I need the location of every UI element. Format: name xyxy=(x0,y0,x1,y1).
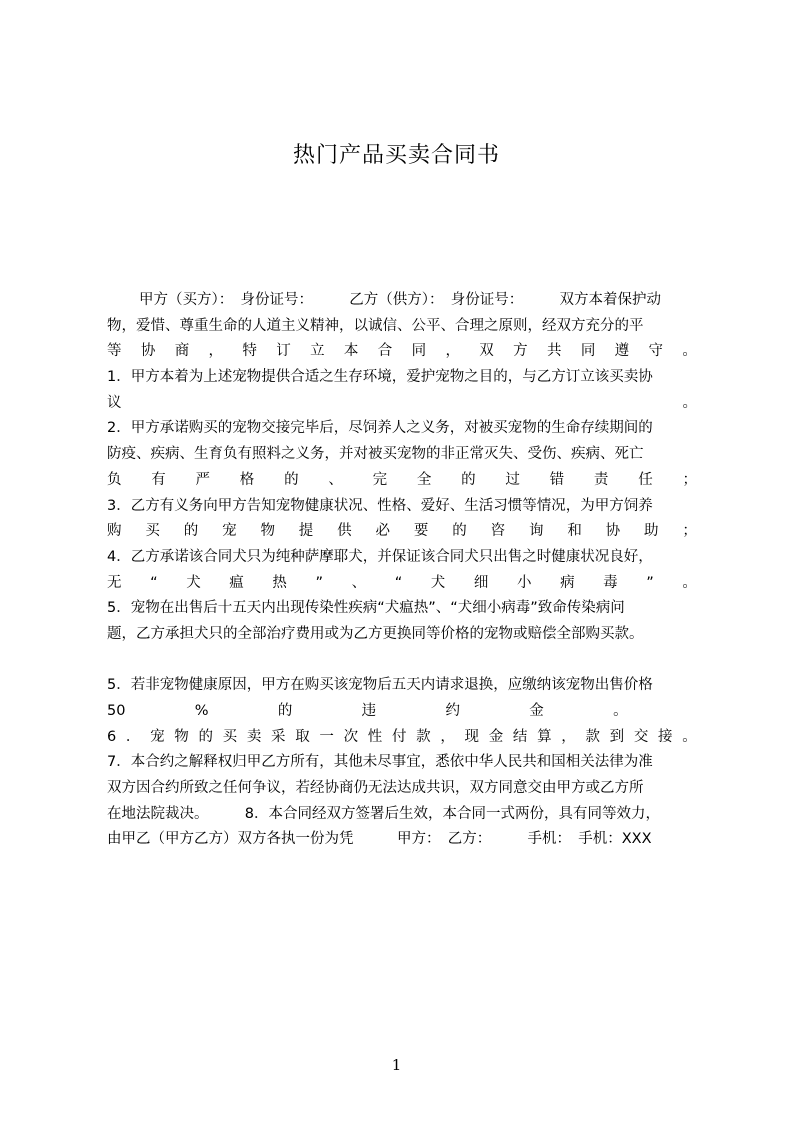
line-token: 热 xyxy=(272,574,287,591)
line-token: 同 xyxy=(411,343,427,360)
line-token: 方 xyxy=(513,343,528,360)
line-token: ， xyxy=(445,343,460,360)
line-token: 责 xyxy=(593,471,609,488)
line-token: % xyxy=(194,703,209,719)
line-21: 由甲乙（甲方乙方）双方各执一份为凭 甲方： 乙方： 手机： 手机：XXX xyxy=(107,831,652,848)
contract-body xyxy=(107,288,697,853)
line-token: 议 xyxy=(107,394,122,411)
line-token: 金 xyxy=(529,703,544,719)
line-10 xyxy=(107,519,697,545)
line-1: 甲方（买方）： 身份证号： 乙方（供方）： 身份证号： 双方本着保护动 xyxy=(139,292,661,308)
line-token: 双 xyxy=(479,343,494,360)
line-token: 交 xyxy=(633,728,649,745)
line-token: 合 xyxy=(377,343,393,360)
line-token: 买 xyxy=(222,728,238,745)
line-token: 询 xyxy=(528,523,544,540)
line-token: ． xyxy=(125,728,141,745)
line-6: 2．甲方承诺购买的宠物交接完毕后，尽饲养人之义务，对被买宠物的生命存续期间的 xyxy=(107,420,653,437)
line-token: 全 xyxy=(416,471,432,488)
line-token: 物 xyxy=(260,523,275,540)
blank-line xyxy=(107,648,697,674)
line-token: 宠 xyxy=(150,728,165,745)
line-token: 。 xyxy=(613,703,628,719)
line-19: 双方因合约所致之任何争议，若经协商仍无法达成共识，双方同意交由甲方或乙方所 xyxy=(107,780,644,797)
line-token: 现 xyxy=(464,728,480,745)
line-4: 1．甲方本着为上述宠物提供合适之生存环境，爱护宠物之目的，与乙方订立该买卖协 xyxy=(107,369,653,386)
line-token: 款 xyxy=(585,728,600,745)
line-token: 过 xyxy=(505,471,520,488)
line-15: 5．若非宠物健康原因，甲方在购买该宠物后五天内请求退换，应缴纳该宠物出售价格 xyxy=(107,677,653,694)
line-token: ” xyxy=(646,574,654,591)
line-5 xyxy=(107,391,697,417)
line-token: 一 xyxy=(319,728,334,745)
line-7: 防疫、疾病、生育负有照料之义务，并对被买宠物的非正常灭失、受伤、疾病、死亡 xyxy=(107,446,644,463)
line-token: 协 xyxy=(140,343,156,360)
line-token: 的 xyxy=(284,471,299,488)
line-token: ， xyxy=(208,343,224,360)
line-token: “ xyxy=(150,574,158,591)
line-token: 订 xyxy=(276,343,291,360)
line-9: 3．乙方有义务向甲方告知宠物健康状况、性格、爱好、生活习惯等情况，为甲方饲养 xyxy=(107,497,653,514)
line-token: 买 xyxy=(145,523,160,540)
line-token: 取 xyxy=(295,728,310,745)
line-token: ； xyxy=(682,471,697,488)
line-token: ， xyxy=(440,728,455,745)
line-token: 严 xyxy=(195,471,211,488)
line-token: 错 xyxy=(549,471,565,488)
line-token: 款 xyxy=(416,728,431,745)
line-token: ， xyxy=(561,728,576,745)
line-token: 负 xyxy=(107,471,122,488)
line-token: 物 xyxy=(174,728,189,745)
line-11: 4．乙方承诺该合同犬只为纯种萨摩耶犬，并保证该合同犬只出售之时健康状况良好， xyxy=(107,548,653,565)
line-token: 供 xyxy=(337,523,352,540)
line-token: 接 xyxy=(658,728,673,745)
line-token: 完 xyxy=(372,471,388,488)
line-token: 无 xyxy=(107,574,122,591)
line-token: ； xyxy=(682,523,697,540)
line-token: 格 xyxy=(239,471,255,488)
line-token: 违 xyxy=(361,703,377,719)
line-token: 同 xyxy=(580,343,596,360)
line-token: 本 xyxy=(343,343,359,360)
line-token: 6 xyxy=(107,728,117,745)
line-token: 瘟 xyxy=(229,574,244,591)
line-14: 题，乙方承担犬只的全部治疗费用或为乙方更换同等价格的宠物或赔偿全部购买款。 xyxy=(107,625,644,642)
line-token: 约 xyxy=(445,703,460,719)
line-13: 5．宠物在出售后十五天内出现传染性疾病“犬瘟热”、“犬细小病毒”致命传染病问 xyxy=(107,600,625,617)
line-token: 的 xyxy=(198,728,213,745)
line-3 xyxy=(107,339,697,365)
line-token: 病 xyxy=(560,574,575,591)
line-token: 。 xyxy=(682,574,697,591)
line-token: 、 xyxy=(328,471,343,488)
line-token: 共 xyxy=(546,343,562,360)
line-token: 遵 xyxy=(614,343,630,360)
line-token: 的 xyxy=(277,703,293,719)
line-token: 购 xyxy=(107,523,122,540)
line-token: 协 xyxy=(605,523,621,540)
line-12 xyxy=(107,571,697,597)
line-token: ” xyxy=(315,574,323,591)
line-token: 助 xyxy=(644,523,659,540)
line-token: 金 xyxy=(488,728,504,745)
line-token: 有 xyxy=(151,471,166,488)
line-18: 7．本合约之解释权归甲乙方所有，其他未尽事宜，悉依中华人民共和国相关法律为准 xyxy=(107,754,653,771)
line-token: 毒 xyxy=(603,574,618,591)
line-token: 咨 xyxy=(490,523,506,540)
line-token: 宠 xyxy=(222,523,237,540)
line-token: 提 xyxy=(298,523,314,540)
line-token: 犬 xyxy=(430,574,446,591)
line-token: 和 xyxy=(567,523,582,540)
line-token: 特 xyxy=(242,343,257,360)
line-token: 采 xyxy=(271,728,286,745)
line-token: 卖 xyxy=(246,728,262,745)
line-token: 立 xyxy=(310,343,325,360)
line-token: “ xyxy=(394,574,403,591)
line-token: 商 xyxy=(174,343,190,360)
line-token: 算 xyxy=(537,728,552,745)
line-20: 在地法院裁决。 8．本合同经双方签署后生效，本合同一式两份，具有同等效力， xyxy=(107,805,660,822)
line-token: 付 xyxy=(391,728,407,745)
line-token: 的 xyxy=(452,523,467,540)
line-token: 、 xyxy=(351,574,367,591)
line-8 xyxy=(107,468,697,494)
line-16 xyxy=(107,699,697,725)
line-17 xyxy=(107,725,697,751)
line-token: 必 xyxy=(375,523,391,540)
line-token: 等 xyxy=(107,343,122,360)
line-token: 50 xyxy=(107,703,126,719)
line-token: 守 xyxy=(648,343,663,360)
line-token: 。 xyxy=(682,728,697,745)
line-token: 要 xyxy=(413,523,429,540)
line-token: 的 xyxy=(461,471,476,488)
line-token: 的 xyxy=(183,523,199,540)
line-token: 犬 xyxy=(186,574,201,591)
line-token: 。 xyxy=(682,394,697,411)
line-token: 小 xyxy=(516,574,532,591)
line-token: 性 xyxy=(367,728,383,745)
line-2: 物，爱惜、尊重生命的人道主义精神，以诚信、公平、合理之原则，经双方充分的平 xyxy=(107,317,644,334)
line-token: 。 xyxy=(682,343,697,360)
line-token: 次 xyxy=(343,728,359,745)
line-token: 细 xyxy=(473,574,489,591)
line-token: 到 xyxy=(609,728,625,745)
line-token: 结 xyxy=(512,728,528,745)
document-title: 热门产品买卖合同书 xyxy=(292,143,500,168)
page-number: 1 xyxy=(391,1056,402,1074)
line-token: 任 xyxy=(638,471,653,488)
